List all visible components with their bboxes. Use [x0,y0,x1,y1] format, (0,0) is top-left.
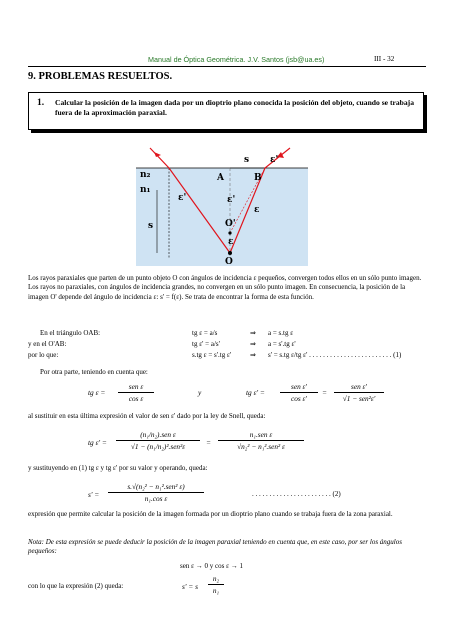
snell-fraction-2: n₁.sen ε √n₂² − n₁².sen² ε [218,430,304,451]
label-eps-mid: ε [228,237,234,247]
result-lhs: s' = [88,490,100,499]
label-eps-prime-top: ε' [270,155,279,165]
triangle-oab-eq: tg ε = a/s [192,329,218,337]
paragraph-4: y sustituyendo en (1) tg ε y tg ε' por su valor y operando, queda: [28,464,208,472]
paraxial-lhs: s' = s [182,582,199,591]
arrow-2: ⇒ [250,340,256,348]
triangle-oab-label: En el triángulo OAB: [40,329,101,337]
label-B: B [254,173,262,183]
paraxial-fraction: n₂ n₁ [208,574,224,595]
equals-1: = [322,388,327,397]
triangle-oprime-result: a = s'.tg ε' [268,340,296,348]
triangle-oprime-eq: tg ε' = a/s' [192,340,220,348]
label-n2: n₂ [140,170,151,180]
tg-eps-fraction: sen ε cos ε [118,382,154,403]
page-number: III - 32 [374,55,395,63]
therefore-eq: s.tg ε = s'.tg ε' [192,351,232,359]
paragraph-5: expresión que permite calcular la posición de la imagen formada por un dioptrio plano cuando se trabaja fuera de la zona paraxial. [28,510,393,518]
tg-epsp-fraction: sen ε' cos ε' [280,382,318,403]
therefore-label: por lo que: [28,351,59,359]
label-O: O [225,257,233,267]
conjunction-y: y [198,388,202,397]
note-end: con lo que la expresión (2) queda: [28,582,124,590]
note-paragraph: Nota: De esta expresión se puede deducir la posición de la imagen paraxial teniendo en cuenta que, en este caso, por ser los ángulos pequeños: [28,538,402,556]
header-rule [28,66,426,67]
label-n1: n₁ [140,185,151,195]
triangle-oprime-label: y en el O'AB: [28,340,67,348]
label-eps-prime-mid: ε' [227,195,236,205]
problem-box [28,92,424,130]
label-A: A [217,173,224,183]
label-eps-prime-left: ε' [178,193,187,203]
point-Oprime [228,231,231,234]
point-O [228,251,232,255]
problem-statement: Calcular la posición de la imagen dada por un dioptrio plano conocida la posición del objeto, cuando se trabaja fuera de la aproximación paraxial. [55,98,414,117]
section-title: 9. PROBLEMAS RESUELTOS. [28,71,173,82]
equation-2-number: . . . . . . . . . . . . . . . . . . . . . . . (2) [252,490,341,498]
label-eps-right: ε [254,205,260,215]
snell-lhs: tg ε' = [88,438,107,447]
label-Oprime: O' [225,219,236,229]
label-s-top: s [244,155,250,165]
snell-fraction-1: (n₁/n₂).sen ε √1 − (n₁/n₂)².sen²ε [116,430,200,451]
equation-1: s' = s.tg ε/tg ε' . . . . . . . . . . . . . . . . . . . . . . . . (1) [268,351,402,359]
header-title: Manual de Óptica Geométrica. J.V. Santos (jsb@ua.es) [148,55,325,64]
equals-2: = [206,438,211,447]
tg-epsp-sqrt-fraction: sen ε' √1 − sen²ε' [334,382,384,403]
dioptre-figure [130,140,310,268]
label-s-left: s [148,221,154,231]
triangle-oab-result: a = s.tg ε [268,329,294,337]
paragraph-3: al sustituir en esta última expresión el valor de sen ε' dado por la ley de Snell, queda: [28,412,266,420]
note-conditions: sen ε → 0 y cos ε → 1 [180,562,244,570]
result-fraction: s.√(n₂² − n₁².sen² ε) n₁.cos ε [108,482,204,503]
problem-number: 1. [37,98,45,108]
arrow-3: ⇒ [250,351,256,359]
paragraph-2: Por otra parte, teniendo en cuenta que: [40,368,148,376]
ray-arrow-left [154,152,161,157]
tg-eps-lhs: tg ε = [88,388,106,397]
arrow-1: ⇒ [250,329,256,337]
tg-epsp-lhs: tg ε' = [246,388,265,397]
